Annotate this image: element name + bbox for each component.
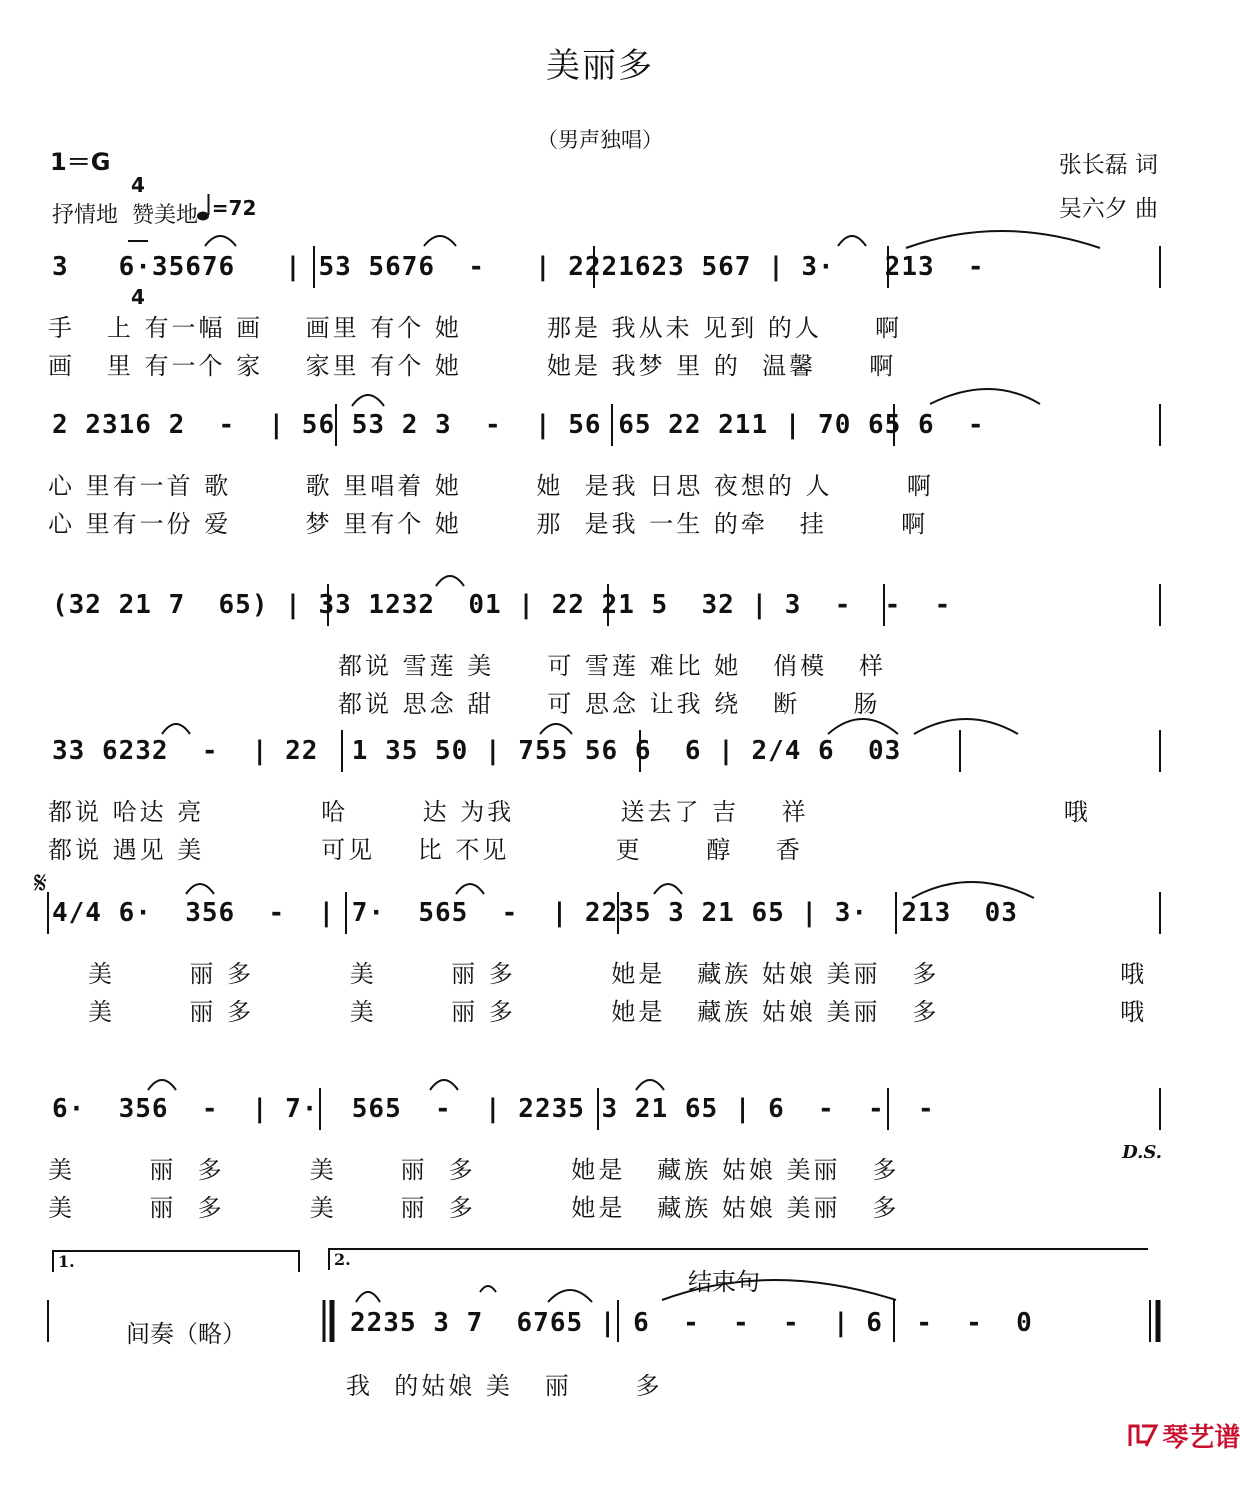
lyric-row-4-verse-2: 都说 遇见 美 可见 比 不见 更 醇 香 bbox=[48, 836, 803, 864]
lyric-row-3-verse-2: 都说 思念 甜 可 思念 让我 绕 断 肠 bbox=[338, 690, 881, 718]
lyricist-credit: 张长磊 词 bbox=[1058, 152, 1158, 178]
lyric-row-6-verse-2: 美 丽 多 美 丽 多 她是 藏族 姑娘 美丽 多 bbox=[48, 1194, 900, 1222]
notation-row-6: 6· 356 - | 7· 565 - | 2235 3 21 65 | 6 - - - bbox=[52, 1094, 935, 1124]
slur bbox=[838, 236, 866, 246]
notation-row-4: 33 6232 - | 22 1 35 50 | 755 56 6 6 | 2/4 6 03 bbox=[52, 736, 902, 766]
slur bbox=[912, 882, 1034, 898]
notation-row-5: 4/4 6· 356 - | 7· 565 - | 2235 3 21 65 | 3· 213 03 bbox=[52, 898, 1018, 928]
slur bbox=[356, 1292, 380, 1302]
slur bbox=[352, 395, 384, 406]
slur bbox=[930, 389, 1040, 404]
notation-row-1: 3 6·35676 | 53 5676 - | 2221623 567 | 3· 213 - bbox=[52, 252, 985, 282]
composer-credit: 吴六夕 曲 bbox=[1058, 196, 1158, 222]
slur bbox=[205, 236, 236, 246]
lyric-row-2-verse-2: 心 里有一份 爱 梦 里有个 她 那 是我 一生 的牵 挂 啊 bbox=[48, 510, 929, 538]
lyric-row-1-verse-1: 手 上 有一幅 画 画里 有个 她 那是 我从未 见到 的人 啊 bbox=[48, 314, 902, 342]
lyric-row-6-verse-1: 美 丽 多 美 丽 多 她是 藏族 姑娘 美丽 多 bbox=[48, 1156, 900, 1184]
song-subtitle: （男声独唱） bbox=[537, 128, 663, 152]
lyric-row-3-verse-1: 都说 雪莲 美 可 雪莲 难比 她 俏模 样 bbox=[338, 652, 887, 680]
key-signature: 1＝G bbox=[50, 148, 111, 176]
notation-row-3: (32 21 7 65) | 33 1232 01 | 22 21 5 32 | 3 - - - bbox=[52, 590, 952, 620]
lyric-row-4-verse-1: 都说 哈达 亮 哈 达 为我 送去了 吉 祥 哦 bbox=[48, 798, 1091, 826]
meter-bottom: 4 bbox=[131, 285, 145, 309]
lyric-ending: 我 的姑娘 美 丽 多 bbox=[346, 1372, 663, 1400]
slur bbox=[636, 1080, 664, 1090]
lyric-row-2-verse-1: 心 里有一首 歌 歌 里唱着 她 她 是我 日思 夜想的 人 啊 bbox=[48, 472, 934, 500]
slur bbox=[662, 1280, 896, 1300]
slur bbox=[424, 236, 456, 246]
slur bbox=[186, 884, 214, 894]
ending-phrase-label: 结束句 bbox=[688, 1268, 760, 1296]
slur bbox=[540, 724, 572, 734]
slur bbox=[906, 231, 1100, 248]
slur bbox=[162, 724, 190, 734]
meter-top: 4 bbox=[131, 173, 145, 197]
notation-row-2: 2 2316 2 - | 56 53 2 3 - | 56 65 22 211 | 70 65 6 - bbox=[52, 410, 985, 440]
slur bbox=[148, 1080, 176, 1090]
slur bbox=[914, 719, 1018, 734]
slur bbox=[654, 884, 682, 894]
slur bbox=[828, 719, 898, 734]
lyric-row-1-verse-2: 画 里 有一个 家 家里 有个 她 她是 我梦 里 的 温馨 啊 bbox=[48, 352, 897, 380]
song-title: 美丽多 bbox=[546, 46, 654, 86]
expression-marking: 抒情地 赞美地 bbox=[52, 203, 198, 228]
segno-icon: 𝄋 bbox=[34, 866, 47, 901]
slur bbox=[548, 1290, 592, 1302]
fermata bbox=[480, 1286, 496, 1292]
logo-text: 琴艺谱 bbox=[1162, 1423, 1240, 1453]
volta-1-label: 1. bbox=[58, 1252, 75, 1271]
tempo-value: =72 bbox=[211, 196, 257, 220]
slur bbox=[436, 576, 464, 586]
interlude-text: 间奏（略） bbox=[126, 1320, 246, 1348]
volta-2-label: 2. bbox=[334, 1250, 351, 1269]
notation-ending: 2235 3 7 6765 | 6 - - - | 6 - - 0 bbox=[350, 1308, 1033, 1338]
lyric-row-5-verse-1: 美 丽 多 美 丽 多 她是 藏族 姑娘 美丽 多 哦 bbox=[88, 960, 1148, 988]
dal-segno-marking: D.S. bbox=[1122, 1142, 1162, 1163]
lyric-row-5-verse-2: 美 丽 多 美 丽 多 她是 藏族 姑娘 美丽 多 哦 bbox=[88, 998, 1148, 1026]
slur bbox=[430, 1080, 458, 1090]
slur bbox=[456, 884, 484, 894]
